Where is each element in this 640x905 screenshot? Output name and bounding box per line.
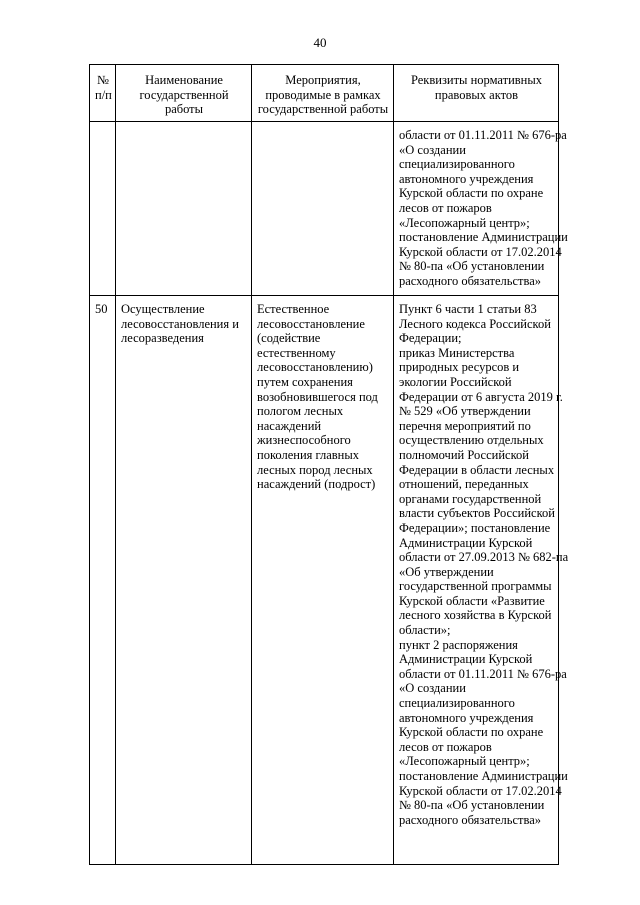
text-line: лесов от пожаров — [399, 739, 492, 754]
cell-name — [116, 296, 252, 865]
text-line: № — [97, 73, 109, 87]
text-line: п/п — [95, 87, 112, 102]
text-line: органами государственной — [399, 491, 542, 506]
text-line: естественному — [257, 345, 336, 360]
text-line: Мероприятия, — [285, 73, 361, 87]
text-line: постановление Администрации — [399, 230, 568, 245]
text-line: Осуществление — [121, 302, 205, 316]
text-line: Естественное — [257, 302, 330, 316]
text-line: лесоразведения — [121, 331, 204, 346]
text-line: Администрации Курской — [399, 535, 533, 550]
text-line: отношений, переданных — [399, 477, 529, 492]
table-row-50 — [90, 296, 559, 865]
text-line: области от 01.11.2011 № 676-ра — [399, 666, 567, 681]
text-line: «Об утверждении — [399, 564, 494, 579]
text-line: автономного учреждения — [399, 171, 534, 186]
text-line: Реквизиты нормативных — [410, 73, 543, 87]
header-num — [90, 65, 116, 122]
text-line: Федерации»; постановление — [399, 520, 551, 535]
text-line: «О создании — [399, 681, 466, 696]
text-line: (содействие — [257, 331, 321, 346]
text-line: насаждений (подрост) — [257, 477, 376, 492]
text-line: Курской области от 17.02.2014 — [399, 783, 562, 798]
header-acts — [394, 65, 559, 122]
text-line: расходного обязательства» — [399, 812, 542, 827]
text-line: пологом лесных — [257, 404, 344, 419]
text-line: экологии Российской — [399, 374, 512, 389]
text-line: специализированного — [399, 157, 515, 172]
text-line: специализированного — [399, 696, 515, 711]
text-line: насаждений — [257, 418, 322, 433]
text-line: природных ресурсов и — [399, 360, 520, 375]
table-header-row — [90, 65, 559, 122]
text-line: «Лесопожарный центр»; — [399, 754, 530, 769]
text-line: поколения главных — [257, 447, 360, 462]
text-line: «О создании — [399, 142, 466, 157]
text-line: лесовосстановлению) — [257, 360, 373, 375]
text-line: № 529 «Об утверждении — [399, 404, 531, 419]
text-line: путем сохранения — [257, 374, 353, 389]
text-line: Пункт 6 части 1 статьи 83 — [399, 302, 537, 316]
text-line: работы — [164, 102, 204, 117]
text-line: правовых актов — [434, 87, 519, 102]
text-line: приказ Министерства — [399, 345, 515, 360]
header-event — [252, 65, 394, 122]
text-line: Курской области по охране — [399, 186, 544, 201]
page-number: 40 — [313, 35, 327, 50]
text-line: лесов от пожаров — [399, 200, 492, 215]
table-row-continuation — [90, 122, 559, 296]
header-name — [116, 65, 252, 122]
text-line: государственной — [139, 87, 229, 102]
text-line: Федерации от 6 августа 2019 г. — [399, 389, 563, 404]
text-line: пункт 2 распоряжения — [399, 637, 518, 652]
text-line: государственной работы — [257, 102, 389, 117]
text-line: Курской области от 17.02.2014 — [399, 244, 562, 259]
text-line: Наименование — [145, 73, 223, 87]
text-line: возобновившегося под — [257, 389, 378, 404]
text-line: государственной программы — [399, 579, 552, 594]
text-line: «Лесопожарный центр»; — [399, 215, 530, 230]
text-line: автономного учреждения — [399, 710, 534, 725]
text-line: жизнеспособного — [257, 433, 351, 448]
text-line: расходного обязательства» — [399, 273, 542, 288]
text-line: перечня мероприятий по — [399, 418, 531, 433]
cell-acts — [394, 296, 569, 865]
cell-event — [252, 296, 394, 865]
text-line: области от 01.11.2011 № 676-ра — [399, 128, 567, 142]
cell-num — [90, 122, 116, 296]
text-line: Курской области «Развитие — [399, 593, 545, 608]
text-line: лесовосстановление — [257, 316, 365, 331]
cell-num: 50 — [90, 296, 116, 865]
text-line: проводимые в рамках — [265, 87, 381, 102]
text-line: Федерации в области лесных — [399, 462, 555, 477]
text-line: Администрации Курской — [399, 652, 533, 667]
text-line: осуществлению отдельных — [399, 433, 544, 448]
text-line: № 80-па «Об установлении — [399, 259, 545, 274]
text-line: области»; — [399, 623, 451, 638]
legal-acts-table — [89, 64, 569, 865]
text-line: Курской области по охране — [399, 725, 544, 740]
cell-acts — [394, 122, 568, 296]
text-line: Федерации; — [399, 331, 462, 346]
cell-name — [116, 122, 252, 296]
text-line: Лесного кодекса Российской — [399, 316, 551, 331]
text-line: полномочий Российской — [399, 447, 529, 462]
text-line: № 80-па «Об установлении — [399, 798, 545, 813]
text-line: лесовосстановления и — [121, 316, 239, 331]
text-line: лесных пород лесных — [257, 462, 373, 477]
text-line: власти субъектов Российской — [399, 506, 555, 521]
text-line: лесного хозяйства в Курской — [399, 608, 552, 623]
text-line: области от 27.09.2013 № 682-па — [399, 550, 569, 565]
cell-event — [252, 122, 394, 296]
text-line: постановление Администрации — [399, 769, 568, 783]
